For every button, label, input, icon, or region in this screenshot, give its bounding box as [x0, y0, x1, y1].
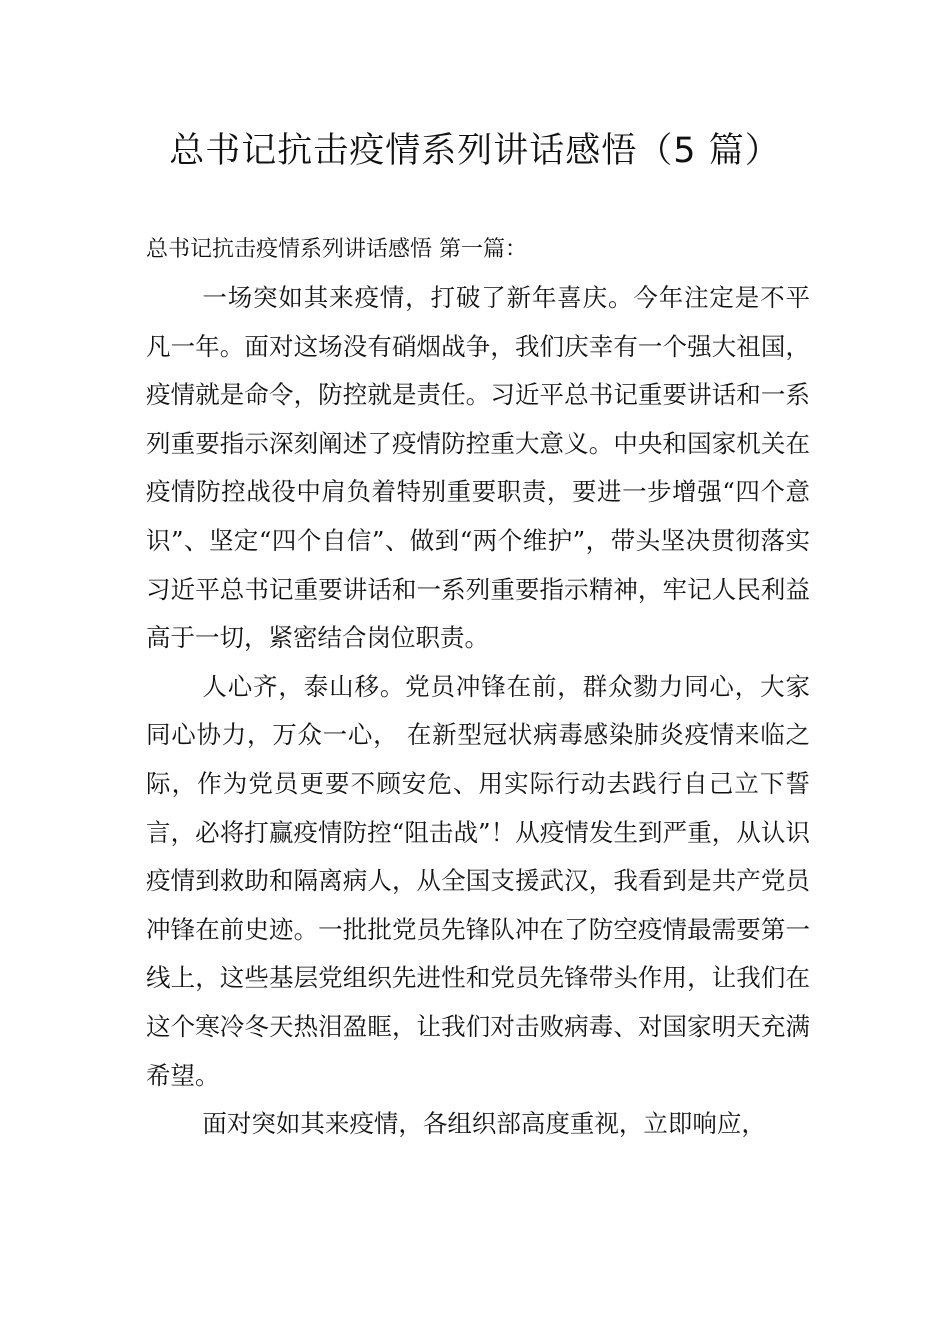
- paragraph-2: 人心齐，泰山移。党员冲锋在前，群众勠力同心，大家同心协力，万众一心， 在新型冠状病毒感染肺炎疫情来临之际，作为党员更要不顾安危、用实际行动去践行自己立下誓言，必将打赢疫情防控“阻击战”！从疫情发生到严重，从认识疫情到救助和隔离病人，从全国支援武汉，我看到是共产党员冲锋在前史迹。一批批党员先锋队冲在了防空疫情最需要第一线上，这些基层党组织先进性和党员先锋带头作用，让我们在这个寒冷冬天热泪盈眶，让我们对击败病毒、对国家明天充满希望。: [146, 671, 810, 1090]
- section-heading: 总书记抗击疫情系列讲话感悟 第一篇：: [146, 237, 527, 262]
- document-title: 总书记抗击疫情系列讲话感悟（5 篇）: [169, 131, 781, 171]
- document-body: [146, 226, 810, 1149]
- paragraph-1: 一场突如其来疫情，打破了新年喜庆。今年注定是不平凡一年。面对这场没有硝烟战争，我们庆幸有一个强大祖国，疫情就是命令，防控就是责任。习近平总书记重要讲话和一系列重要指示深刻阐述了疫情防控重大意义。中央和国家机关在疫情防控战役中肩负着特别重要职责，要进一步增强“四个意识”、坚定“四个自信”、做到“两个维护”，带头坚决贯彻落实习近平总书记重要讲话和一系列重要指示精神，牢记人民利益高于一切，紧密结合岗位职责。: [146, 283, 810, 653]
- paragraph-3: 面对突如其来疫情，各组织部高度重视，立即响应，: [202, 1109, 766, 1139]
